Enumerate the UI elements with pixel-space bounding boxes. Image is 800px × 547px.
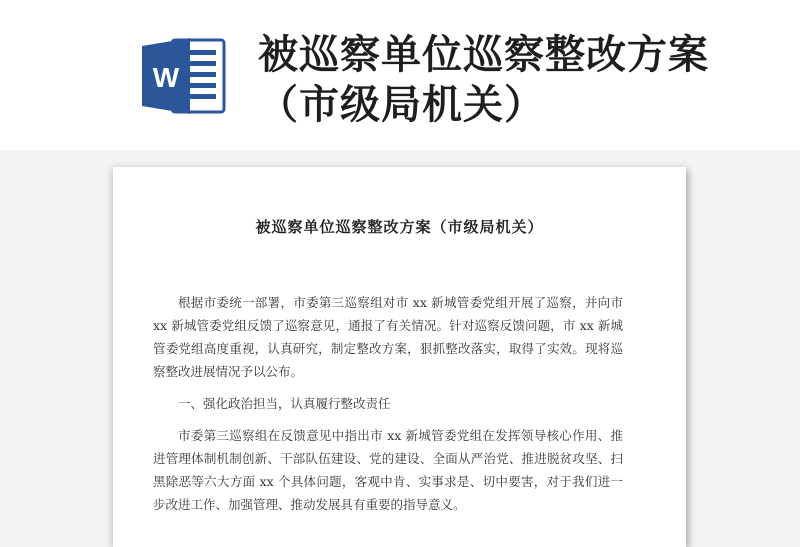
banner-title: 被巡察单位巡察整改方案（市级局机关）: [258, 32, 709, 128]
paragraph-section-1: 市委第三巡察组在反馈意见中指出市 xx 新城管委党组在发挥领导核心作用、推进管理体制机制创新、干部队伍建设、党的建设、全面从严治党、推进脱贫攻坚、扫黑除恶等六大方面 xx 个具体问题，客观中肯、实事求是、切中要害，对于我们进一步改进工作、加强管理、推动发展具有重要的指导意义。: [153, 428, 623, 512]
document-title: 被巡察单位巡察整改方案（市级局机关）: [255, 218, 544, 236]
document-body: [153, 291, 623, 516]
word-icon: [142, 36, 226, 116]
svg-text:W: W: [152, 62, 180, 93]
paragraph-intro: 根据市委统一部署，市委第三巡察组对市 xx 新城管委党组开展了巡察，并向市 xx 新城管委党组反馈了巡察意见，通报了有关情况。针对巡察反馈问题，市 xx 新城管委党组高度重视，认真研究，制定整改方案，狠抓整改落实，取得了实效。现将巡察整改进展情况予以公布。: [153, 295, 623, 379]
banner: [0, 0, 800, 150]
section-heading: 一、强化政治担当，认真履行整改责任: [178, 396, 391, 411]
document-page: [113, 167, 686, 547]
